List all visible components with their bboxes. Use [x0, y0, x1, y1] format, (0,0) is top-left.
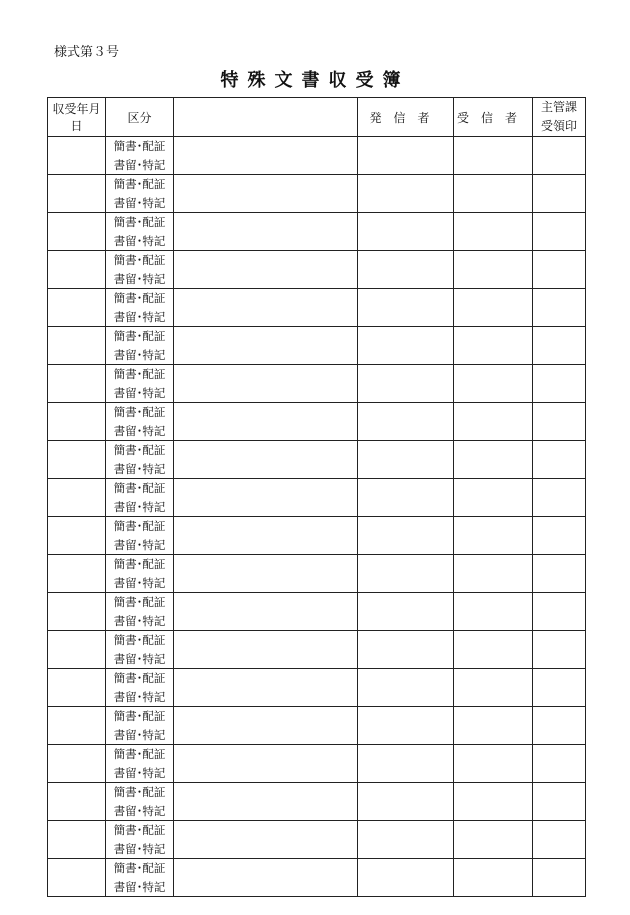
stamp-cell[interactable]: [533, 365, 586, 403]
stamp-cell[interactable]: [533, 859, 586, 897]
recipient-cell[interactable]: [454, 555, 533, 593]
document-title: 特殊文書収受簿: [220, 70, 410, 91]
form-number: 様式第３号: [54, 45, 120, 60]
sender-cell[interactable]: [358, 707, 454, 745]
category-cell: [106, 707, 174, 745]
category-cell: [106, 517, 174, 555]
received-date-cell[interactable]: [48, 403, 106, 441]
category-option-line2: 書留･特記: [113, 233, 166, 248]
category-cell: [106, 783, 174, 821]
subject-cell[interactable]: [174, 365, 358, 403]
table-row: [48, 365, 586, 403]
category-option-line1: 簡書･配証: [113, 785, 166, 799]
received-date-cell[interactable]: [48, 631, 106, 669]
category-option-line2: 書留･特記: [113, 879, 166, 894]
category-cell: [106, 289, 174, 327]
category-option-line1: 簡書･配証: [113, 215, 166, 229]
category-option-line2: 書留･特記: [113, 195, 166, 210]
category-option-line1: 簡書･配証: [113, 747, 166, 761]
subject-cell[interactable]: [174, 593, 358, 631]
table-row: [48, 137, 586, 175]
recipient-cell[interactable]: [454, 137, 533, 175]
recipient-cell[interactable]: [454, 251, 533, 289]
category-option-line1: 簡書･配証: [113, 633, 166, 647]
category-option-line2: 書留･特記: [113, 841, 166, 856]
category-cell: [106, 821, 174, 859]
sender-cell[interactable]: [358, 593, 454, 631]
table-row: [48, 821, 586, 859]
recipient-cell[interactable]: [454, 783, 533, 821]
category-option-line2: 書留･特記: [113, 499, 166, 514]
received-date-cell[interactable]: [48, 593, 106, 631]
received-date-cell[interactable]: [48, 365, 106, 403]
header-category: 区分: [106, 98, 174, 137]
category-option-line2: 書留･特記: [113, 803, 166, 818]
category-cell: [106, 593, 174, 631]
recipient-cell[interactable]: [454, 403, 533, 441]
sender-cell[interactable]: [358, 327, 454, 365]
received-date-cell[interactable]: [48, 441, 106, 479]
header-received-date: 収受年月日: [48, 98, 106, 137]
category-option-line1: 簡書･配証: [113, 709, 166, 723]
sender-cell[interactable]: [358, 555, 454, 593]
header-sender: 発信者: [358, 98, 454, 137]
category-cell: [106, 327, 174, 365]
table-row: [48, 669, 586, 707]
sender-cell[interactable]: [358, 251, 454, 289]
category-option-line1: 簡書･配証: [113, 557, 166, 571]
header-subject: [174, 98, 358, 137]
recipient-cell[interactable]: [454, 175, 533, 213]
category-option-line2: 書留･特記: [113, 537, 166, 552]
subject-cell[interactable]: [174, 821, 358, 859]
recipient-cell[interactable]: [454, 745, 533, 783]
category-option-line1: 簡書･配証: [113, 861, 166, 875]
sender-cell[interactable]: [358, 479, 454, 517]
stamp-cell[interactable]: [533, 175, 586, 213]
stamp-cell[interactable]: [533, 517, 586, 555]
received-date-cell[interactable]: [48, 213, 106, 251]
subject-cell[interactable]: [174, 213, 358, 251]
received-date-cell[interactable]: [48, 669, 106, 707]
table-row: [48, 213, 586, 251]
subject-cell[interactable]: [174, 745, 358, 783]
recipient-cell[interactable]: [454, 821, 533, 859]
received-date-cell[interactable]: [48, 289, 106, 327]
received-date-cell[interactable]: [48, 783, 106, 821]
category-cell: [106, 669, 174, 707]
category-option-line1: 簡書･配証: [113, 823, 166, 837]
table-row: [48, 745, 586, 783]
header-stamp: [533, 98, 586, 137]
subject-cell[interactable]: [174, 251, 358, 289]
recipient-cell[interactable]: [454, 707, 533, 745]
category-option-line1: 簡書･配証: [113, 671, 166, 685]
table-row: [48, 251, 586, 289]
category-option-line1: 簡書･配証: [113, 367, 166, 381]
sender-cell[interactable]: [358, 365, 454, 403]
category-cell: [106, 137, 174, 175]
recipient-cell[interactable]: [454, 327, 533, 365]
category-cell: [106, 403, 174, 441]
category-option-line2: 書留･特記: [113, 575, 166, 590]
received-date-cell[interactable]: [48, 175, 106, 213]
received-date-cell[interactable]: [48, 327, 106, 365]
subject-cell[interactable]: [174, 669, 358, 707]
category-cell: [106, 213, 174, 251]
subject-cell[interactable]: [174, 137, 358, 175]
subject-cell[interactable]: [174, 631, 358, 669]
header-recipient: 受信者: [454, 98, 533, 137]
category-option-line2: 書留･特記: [113, 727, 166, 742]
category-option-line2: 書留･特記: [113, 271, 166, 286]
subject-cell[interactable]: [174, 403, 358, 441]
stamp-cell[interactable]: [533, 289, 586, 327]
subject-cell[interactable]: [174, 327, 358, 365]
stamp-cell[interactable]: [533, 327, 586, 365]
category-option-line2: 書留･特記: [113, 157, 166, 172]
category-option-line2: 書留･特記: [113, 765, 166, 780]
received-date-cell[interactable]: [48, 251, 106, 289]
table-row: [48, 479, 586, 517]
category-option-line1: 簡書･配証: [113, 405, 166, 419]
category-cell: [106, 555, 174, 593]
table-row: [48, 859, 586, 897]
subject-cell[interactable]: [174, 479, 358, 517]
sender-cell[interactable]: [358, 745, 454, 783]
category-option-line2: 書留･特記: [113, 347, 166, 362]
category-option-line2: 書留･特記: [113, 385, 166, 400]
sender-cell[interactable]: [358, 783, 454, 821]
category-cell: [106, 745, 174, 783]
subject-cell[interactable]: [174, 783, 358, 821]
recipient-cell[interactable]: [454, 631, 533, 669]
header-row: [48, 98, 586, 137]
table-row: [48, 441, 586, 479]
stamp-cell[interactable]: [533, 555, 586, 593]
category-cell: [106, 441, 174, 479]
table-row: [48, 403, 586, 441]
stamp-cell[interactable]: [533, 783, 586, 821]
received-date-cell[interactable]: [48, 517, 106, 555]
stamp-cell[interactable]: [533, 251, 586, 289]
category-option-line1: 簡書･配証: [113, 443, 166, 457]
received-date-cell[interactable]: [48, 859, 106, 897]
table-row: [48, 783, 586, 821]
subject-cell[interactable]: [174, 859, 358, 897]
category-cell: [106, 859, 174, 897]
sender-cell[interactable]: [358, 175, 454, 213]
category-option-line1: 簡書･配証: [113, 329, 166, 343]
subject-cell[interactable]: [174, 289, 358, 327]
sender-cell[interactable]: [358, 631, 454, 669]
table-row: [48, 289, 586, 327]
recipient-cell[interactable]: [454, 213, 533, 251]
stamp-cell[interactable]: [533, 213, 586, 251]
category-option-line1: 簡書･配証: [113, 519, 166, 533]
subject-cell[interactable]: [174, 441, 358, 479]
received-date-cell[interactable]: [48, 707, 106, 745]
sender-cell[interactable]: [358, 289, 454, 327]
category-option-line1: 簡書･配証: [113, 139, 166, 153]
table-row: [48, 327, 586, 365]
stamp-cell[interactable]: [533, 745, 586, 783]
category-option-line1: 簡書･配証: [113, 595, 166, 609]
sender-cell[interactable]: [358, 403, 454, 441]
sender-cell[interactable]: [358, 669, 454, 707]
category-cell: [106, 365, 174, 403]
stamp-cell[interactable]: [533, 593, 586, 631]
sender-cell[interactable]: [358, 517, 454, 555]
category-option-line2: 書留･特記: [113, 613, 166, 628]
category-option-line2: 書留･特記: [113, 461, 166, 476]
sender-cell[interactable]: [358, 859, 454, 897]
category-cell: [106, 175, 174, 213]
recipient-cell[interactable]: [454, 859, 533, 897]
received-date-cell[interactable]: [48, 745, 106, 783]
register-table: [47, 97, 586, 897]
sender-cell[interactable]: [358, 213, 454, 251]
table-row: [48, 631, 586, 669]
header-stamp-line1: 主管課: [540, 100, 577, 114]
category-cell: [106, 631, 174, 669]
category-option-line2: 書留･特記: [113, 309, 166, 324]
stamp-cell[interactable]: [533, 669, 586, 707]
subject-cell[interactable]: [174, 707, 358, 745]
received-date-cell[interactable]: [48, 821, 106, 859]
table-row: [48, 555, 586, 593]
sender-cell[interactable]: [358, 137, 454, 175]
category-cell: [106, 479, 174, 517]
recipient-cell[interactable]: [454, 365, 533, 403]
recipient-cell[interactable]: [454, 517, 533, 555]
category-option-line1: 簡書･配証: [113, 253, 166, 267]
stamp-cell[interactable]: [533, 403, 586, 441]
category-option-line1: 簡書･配証: [113, 177, 166, 191]
category-option-line2: 書留･特記: [113, 651, 166, 666]
category-option-line1: 簡書･配証: [113, 481, 166, 495]
category-option-line2: 書留･特記: [113, 423, 166, 438]
table-row: [48, 517, 586, 555]
category-cell: [106, 251, 174, 289]
table-row: [48, 707, 586, 745]
header-stamp-line2: 受領印: [540, 119, 577, 133]
subject-cell[interactable]: [174, 175, 358, 213]
subject-cell[interactable]: [174, 517, 358, 555]
received-date-cell[interactable]: [48, 479, 106, 517]
category-option-line1: 簡書･配証: [113, 291, 166, 305]
recipient-cell[interactable]: [454, 593, 533, 631]
recipient-cell[interactable]: [454, 441, 533, 479]
table-row: [48, 175, 586, 213]
subject-cell[interactable]: [174, 555, 358, 593]
register-rows: [48, 137, 586, 897]
stamp-cell[interactable]: [533, 707, 586, 745]
recipient-cell[interactable]: [454, 479, 533, 517]
received-date-cell[interactable]: [48, 555, 106, 593]
category-option-line2: 書留･特記: [113, 689, 166, 704]
received-date-cell[interactable]: [48, 137, 106, 175]
recipient-cell[interactable]: [454, 669, 533, 707]
stamp-cell[interactable]: [533, 479, 586, 517]
sender-cell[interactable]: [358, 821, 454, 859]
stamp-cell[interactable]: [533, 137, 586, 175]
sender-cell[interactable]: [358, 441, 454, 479]
stamp-cell[interactable]: [533, 821, 586, 859]
stamp-cell[interactable]: [533, 631, 586, 669]
table-row: [48, 593, 586, 631]
stamp-cell[interactable]: [533, 441, 586, 479]
recipient-cell[interactable]: [454, 289, 533, 327]
